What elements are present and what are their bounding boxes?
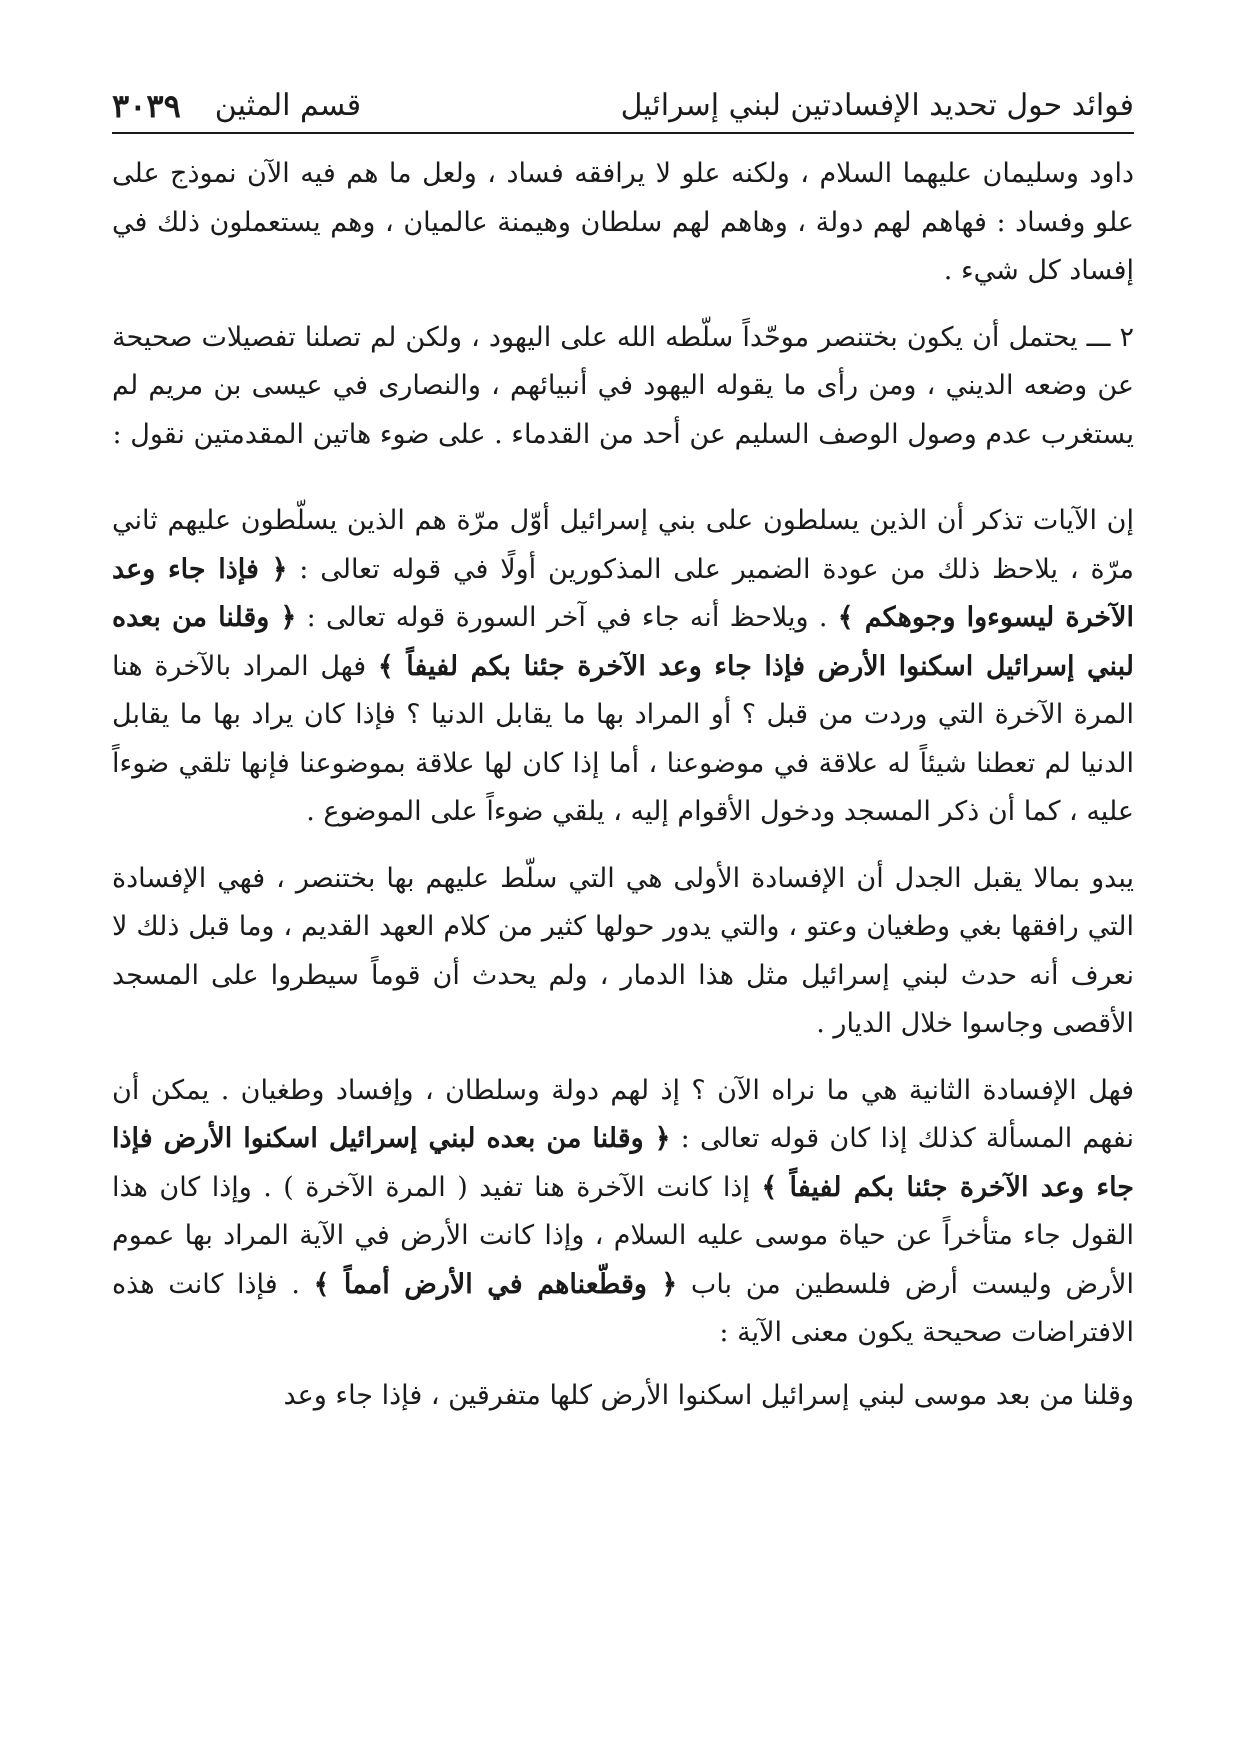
paragraph-3-text-3: فهل المراد بالآخرة هنا المرة الآخرة التي وردت من قبل ؟ أو المراد بها ما يقابل الدنيا ؟ فإذا كان يراد بها ما يقابل الدنيا لم تعطنا شيئاً له علاقة في موضوعنا ، أما إذا كان لها علاقة بموضوعنا فإنها تلقي ضوءاً عليه ، كما أن ذكر المسجد ودخول الأقوام إليه ، يلقي ضوءاً على الموضوع . <box>112 650 1134 827</box>
paragraph-5-text-2: إذا كانت الآخرة هنا تفيد ( المرة الآخرة ) . وإذا كان هذا القول جاء متأخراً عن حياة موسى عليه السلام ، وإذا كانت الأرض في الآية المراد بها عموم الأرض وليست أرض فلسطين من باب <box>112 1171 1135 1300</box>
page-number: ٣٠٣٩ <box>112 87 181 125</box>
running-header <box>112 78 1134 126</box>
paragraph-3 <box>112 497 1134 837</box>
quran-verse: ﴿ وقلنا من بعده لبني إسرائيل اسكنوا الأرض فإذا جاء وعد الآخرة جئنا بكم لفيفاً ﴾ <box>112 602 1134 682</box>
paragraph-2: ٢ ـــ يحتمل أن يكون بختنصر موحّداً سلّطه الله على اليهود ، ولكن لم تصلنا تفصيلات صحيحة عن وضعه الديني ، ومن رأى ما يقوله اليهود في أنبيائهم ، والنصارى في عيسى بن مريم لم يستغرب عدم وصول الوصف السليم عن أحد من القدماء . على ضوء هاتين المقدمتين نقول : <box>112 321 1134 450</box>
header-meta <box>112 86 361 126</box>
quran-verse: ﴿ وقطّعناهم في الأرض أمماً ﴾ <box>313 1268 678 1300</box>
paragraph-5-text-1: فهل الإفسادة الثانية هي ما نراه الآن ؟ إذ لهم دولة وسلطان ، وإفساد وطغيان . يمكن أن نفهم المسألة كذلك إذا كان قوله تعالى : <box>112 1074 1134 1154</box>
paragraph-6: وقلنا من بعد موسى لبني إسرائيل اسكنوا الأرض كلها متفرقين ، فإذا جاء وعد <box>283 1379 1134 1411</box>
paragraph-3-text-1: إن الآيات تذكر أن الذين يسلطون على بني إسرائيل أوّل مرّة هم الذين يسلّطون عليهم ثاني مرّة ، يلاحظ ذلك من عودة الضمير على المذكورين أولًا في قوله تعالى : <box>112 505 1134 585</box>
paragraph-1: داود وسليمان عليهما السلام ، ولكنه علو لا يرافقه فساد ، ولعل ما هم فيه الآن نموذج على علو وفساد : فهاهم لهم دولة ، وهاهم لهم سلطان وهيمنة عالميان ، وهم يستعملون ذلك في إفساد كل شيء . <box>112 158 1134 286</box>
quran-verse: ﴿ فإذا جاء وعد الآخرة ليسوءوا وجوهكم ﴾ <box>112 553 1134 633</box>
header-title: فوائد حول تحديد الإفسادتين لبني إسرائيل <box>620 88 1134 123</box>
header-rule <box>112 132 1134 134</box>
body-text <box>112 150 1134 1420</box>
paragraph-5-text-3: . فإذا كانت هذه الافتراضات صحيحة يكون معنى الآية : <box>112 1268 1134 1348</box>
header-section: قسم المثين <box>214 88 362 123</box>
paragraph-5 <box>112 1067 1134 1358</box>
quran-verse: ﴿ وقلنا من بعده لبني إسرائيل اسكنوا الأرض فإذا جاء وعد الآخرة جئنا بكم لفيفاً ﴾ <box>112 1123 1134 1203</box>
paragraph-4: يبدو بمالا يقبل الجدل أن الإفسادة الأولى هي التي سلّط عليهم بها بختنصر ، فهي الإفسادة التي رافقها بغي وطغيان وعتو ، والتي يدور حولها كثير من كلام العهد القديم ، وما قبل ذلك لا نعرف أنه حدث لبني إسرائيل مثل هذا الدمار ، ولم يحدث أن قوماً سيطروا على المسجد الأقصى وجاسوا خلال الديار . <box>112 862 1134 1039</box>
paragraph-3-text-2: . ويلاحظ أنه جاء في آخر السورة قوله تعالى : <box>306 602 828 633</box>
